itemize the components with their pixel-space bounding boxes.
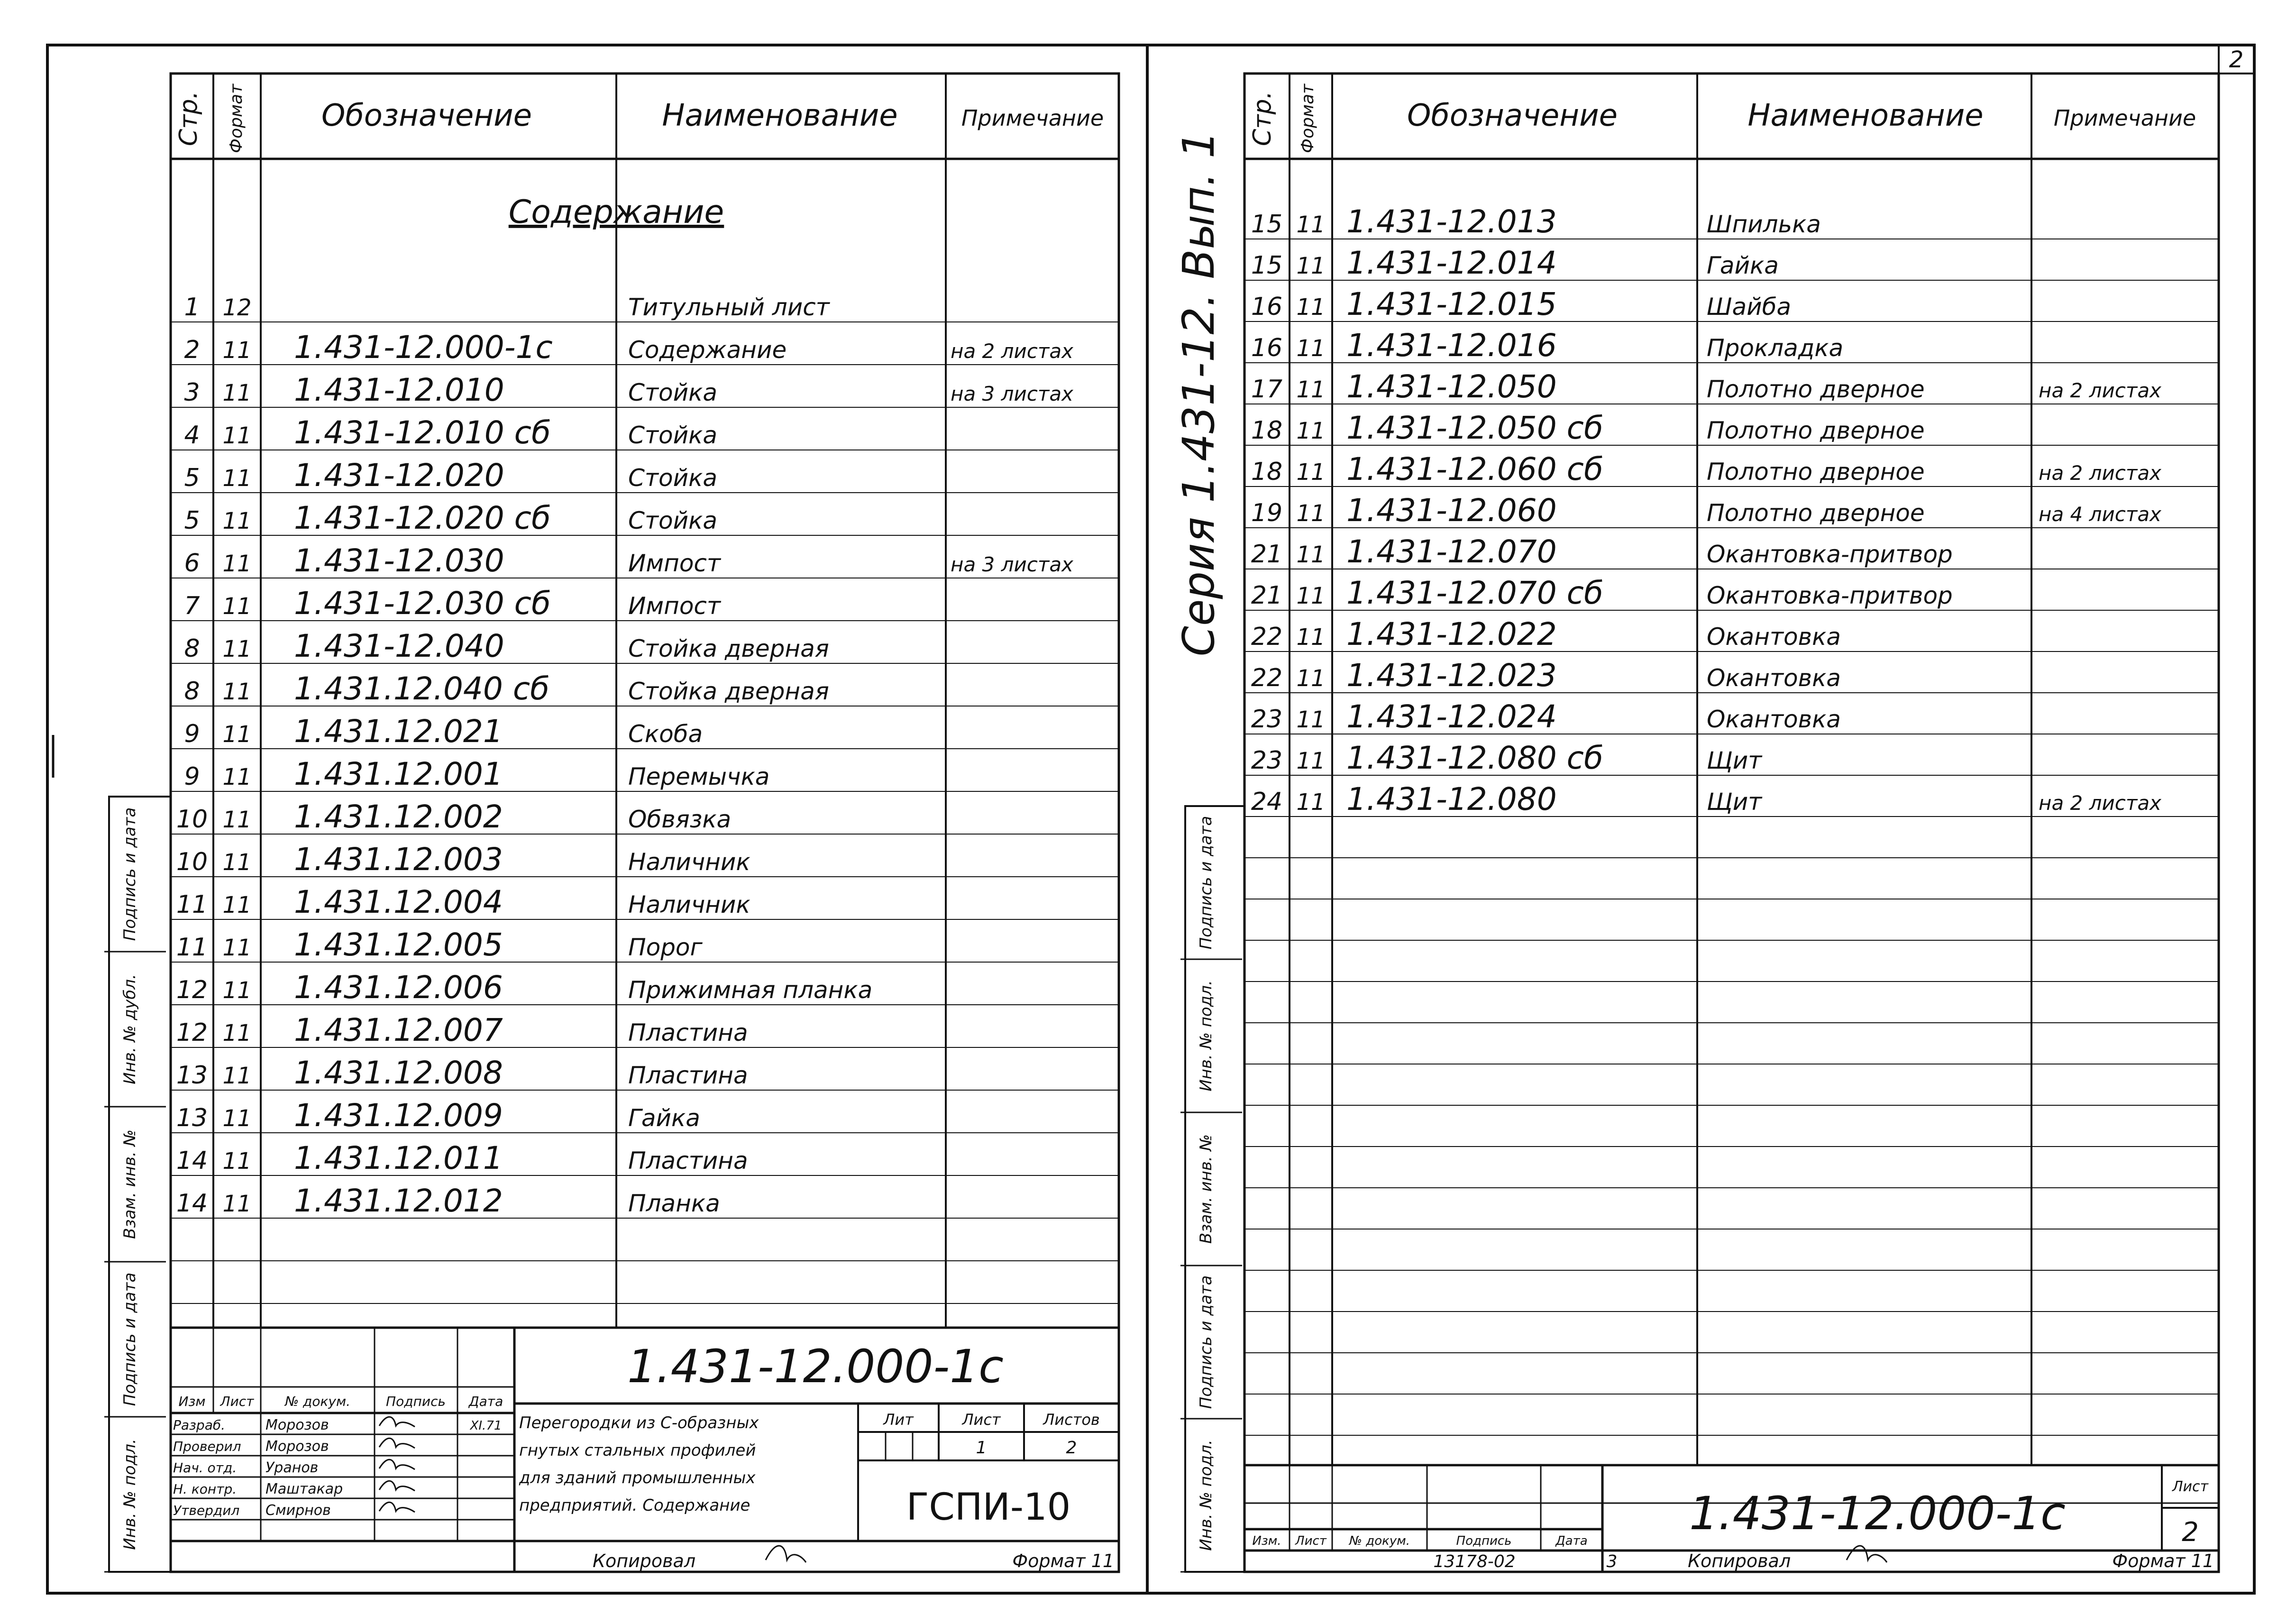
row-page: 9 bbox=[184, 762, 200, 791]
signature-mark bbox=[379, 1438, 415, 1448]
row-page: 18 bbox=[1251, 416, 1283, 445]
row-format: 11 bbox=[222, 977, 252, 1004]
right-title-designation: 1.431-12.000-1с bbox=[1689, 1487, 2066, 1540]
signer-role: Разраб. bbox=[173, 1417, 226, 1433]
row-page: 15 bbox=[1251, 210, 1283, 239]
row-name: Стойка bbox=[628, 464, 717, 492]
row-page: 4 bbox=[184, 421, 200, 450]
col-header-name-right: Наименование bbox=[1747, 98, 1984, 133]
row-designation: 1.431-12.016 bbox=[1346, 327, 1557, 364]
row-note: на 2 листах bbox=[2039, 379, 2161, 402]
row-page: 7 bbox=[184, 592, 200, 620]
row-name: Прокладка bbox=[1707, 334, 1844, 362]
row-designation: 1.431.12.003 bbox=[294, 841, 503, 878]
signer-name: Маштакар bbox=[265, 1481, 343, 1497]
row-name: Шайба bbox=[1707, 293, 1792, 321]
row-designation: 1.431.12.009 bbox=[294, 1097, 503, 1134]
row-format: 11 bbox=[222, 935, 252, 961]
row-name: Наличник bbox=[628, 848, 750, 876]
row-name: Титульный лист bbox=[628, 294, 830, 321]
sign-date: XI.71 bbox=[470, 1419, 502, 1433]
row-designation: 1.431-12.060 сб bbox=[1346, 451, 1603, 487]
col-header-note: Примечание bbox=[961, 105, 1104, 131]
row-designation: 1.431.12.012 bbox=[294, 1183, 503, 1219]
row-page: 11 bbox=[176, 933, 208, 962]
col-header-designation: Обозначение bbox=[321, 98, 532, 133]
row-format: 11 bbox=[1296, 253, 1326, 279]
row-note: на 4 листах bbox=[2039, 503, 2161, 526]
row-name: Импост bbox=[628, 592, 721, 620]
row-note: на 3 листах bbox=[951, 553, 1073, 576]
col-header-designation-right: Обозначение bbox=[1407, 98, 1618, 133]
row-name: Гайка bbox=[1707, 252, 1779, 279]
row-format: 11 bbox=[222, 465, 252, 492]
signer-name: Смирнов bbox=[265, 1502, 331, 1519]
row-format: 11 bbox=[1296, 376, 1326, 403]
tb-header-doc-no: № докум. bbox=[284, 1394, 351, 1409]
row-page: 11 bbox=[176, 890, 208, 919]
row-name: Обвязка bbox=[628, 806, 732, 833]
row-format: 11 bbox=[1296, 624, 1326, 651]
sheet-value: 1 bbox=[976, 1438, 987, 1458]
right-side-labels bbox=[1180, 816, 1242, 1572]
row-page: 23 bbox=[1251, 705, 1283, 734]
row-designation: 1.431-12.080 bbox=[1346, 781, 1557, 817]
row-page: 12 bbox=[176, 976, 208, 1004]
signer-name: Уранов bbox=[265, 1459, 319, 1476]
row-format: 11 bbox=[222, 1148, 252, 1174]
row-name: Пластина bbox=[628, 1019, 748, 1046]
row-name: Окантовка-притвор bbox=[1707, 541, 1953, 568]
row-note: на 2 листах bbox=[2039, 791, 2161, 815]
side-label: Подпись и дата bbox=[120, 807, 139, 941]
row-format: 11 bbox=[1296, 500, 1326, 527]
row-name: Наличник bbox=[628, 891, 750, 918]
sheet-header: Лист bbox=[962, 1411, 1001, 1429]
row-designation: 1.431-12.010 сб bbox=[294, 414, 551, 451]
row-page: 22 bbox=[1251, 623, 1283, 651]
description-line-1: Перегородки из С-образных bbox=[519, 1413, 759, 1432]
row-name: Стойка bbox=[628, 422, 717, 449]
right-title-block bbox=[1244, 1465, 2219, 1572]
tb-header-signature: Подпись bbox=[386, 1394, 446, 1409]
row-format: 11 bbox=[1296, 541, 1326, 568]
row-page: 12 bbox=[176, 1018, 208, 1047]
row-designation: 1.431-12.013 bbox=[1346, 203, 1557, 240]
row-format: 11 bbox=[1296, 335, 1326, 362]
row-designation: 1.431-12.020 bbox=[294, 457, 504, 494]
row-format: 11 bbox=[222, 1020, 252, 1046]
row-designation: 1.431-12.022 bbox=[1346, 616, 1557, 652]
row-format: 11 bbox=[222, 892, 252, 918]
copied-label-right: Копировал bbox=[1688, 1551, 1791, 1571]
row-format: 11 bbox=[222, 380, 252, 406]
row-page: 5 bbox=[184, 464, 200, 492]
row-designation: 1.431-12.020 сб bbox=[294, 500, 551, 536]
row-format: 11 bbox=[1296, 211, 1326, 238]
row-format: 11 bbox=[222, 1105, 252, 1132]
signature-mark bbox=[379, 1417, 415, 1427]
left-margin-strip bbox=[109, 797, 171, 1572]
row-designation: 1.431.12.004 bbox=[294, 884, 503, 920]
row-page: 1 bbox=[184, 293, 200, 321]
row-name: Стойка дверная bbox=[628, 635, 829, 662]
sheets-header: Листов bbox=[1043, 1411, 1100, 1429]
row-designation: 1.431.12.005 bbox=[294, 927, 503, 963]
row-format: 11 bbox=[222, 1063, 252, 1089]
signer-role: Нач. отд. bbox=[173, 1460, 237, 1476]
row-format: 11 bbox=[1296, 418, 1326, 444]
signature-mark bbox=[379, 1481, 415, 1491]
series-label: Серия 1.431-12. Вып. 1 bbox=[1173, 130, 1224, 657]
row-name: Щит bbox=[1707, 788, 1762, 816]
format-label-left: Формат 11 bbox=[1012, 1551, 1114, 1571]
row-format: 11 bbox=[222, 849, 252, 876]
row-format: 11 bbox=[222, 721, 252, 748]
row-designation: 1.431-12.070 сб bbox=[1346, 575, 1603, 611]
row-page: 19 bbox=[1251, 499, 1283, 527]
row-designation: 1.431-12.014 bbox=[1346, 245, 1557, 281]
row-name: Окантовка-притвор bbox=[1707, 582, 1953, 609]
row-name: Щит bbox=[1707, 747, 1762, 774]
col-header-format: Формат bbox=[227, 83, 246, 154]
row-format: 11 bbox=[222, 679, 252, 705]
row-designation: 1.431-12.050 сб bbox=[1346, 410, 1603, 446]
side-label: Инв. № подл. bbox=[1197, 980, 1216, 1092]
signature-mark bbox=[379, 1459, 415, 1469]
row-designation: 1.431-12.060 bbox=[1346, 492, 1557, 529]
row-name: Стойка дверная bbox=[628, 678, 829, 705]
signer-name: Морозов bbox=[265, 1417, 329, 1433]
row-designation: 1.431-12.030 bbox=[294, 542, 504, 579]
row-note: на 2 листах bbox=[2039, 461, 2161, 485]
row-page: 8 bbox=[184, 634, 200, 663]
row-page: 21 bbox=[1251, 581, 1283, 610]
right-sheet-value: 2 bbox=[2182, 1517, 2199, 1548]
row-page: 24 bbox=[1251, 788, 1283, 816]
row-page: 14 bbox=[176, 1189, 208, 1218]
title-block-signers bbox=[173, 1417, 415, 1519]
row-format: 11 bbox=[222, 337, 252, 364]
row-designation: 1.431-12.015 bbox=[1346, 286, 1557, 322]
row-page: 8 bbox=[184, 677, 200, 706]
row-name: Скоба bbox=[628, 720, 703, 748]
row-format: 11 bbox=[1296, 294, 1326, 321]
row-page: 21 bbox=[1251, 540, 1283, 569]
row-page: 5 bbox=[184, 506, 200, 535]
row-name: Порог bbox=[628, 934, 703, 961]
row-designation: 1.431.12.011 bbox=[294, 1140, 503, 1176]
format-label-right: Формат 11 bbox=[2112, 1551, 2214, 1571]
row-name: Стойка bbox=[628, 507, 717, 534]
row-name: Импост bbox=[628, 550, 721, 577]
row-designation: 1.431-12.070 bbox=[1346, 533, 1557, 570]
row-name: Окантовка bbox=[1707, 623, 1841, 651]
row-designation: 1.431-12.080 сб bbox=[1346, 740, 1603, 776]
row-name: Перемычка bbox=[628, 763, 770, 790]
rtb-header-change: Изм. bbox=[1252, 1534, 1281, 1548]
copied-label-left: Копировал bbox=[593, 1551, 696, 1571]
row-page: 16 bbox=[1251, 334, 1283, 362]
row-format: 11 bbox=[222, 764, 252, 790]
row-designation: 1.431-12.024 bbox=[1346, 698, 1557, 735]
stage-header: Лит bbox=[883, 1411, 914, 1429]
row-page: 10 bbox=[176, 805, 208, 834]
row-designation: 1.431-12.030 сб bbox=[294, 585, 551, 622]
side-label: Инв. № подл. bbox=[1197, 1440, 1216, 1551]
row-format: 11 bbox=[1296, 583, 1326, 609]
side-label: Инв. № дубл. bbox=[120, 974, 139, 1084]
row-name: Полотно дверное bbox=[1707, 499, 1925, 527]
row-name: Окантовка bbox=[1707, 664, 1841, 692]
row-format: 11 bbox=[222, 807, 252, 833]
row-format: 11 bbox=[222, 551, 252, 577]
rtb-header-doc-no: № докум. bbox=[1349, 1534, 1410, 1548]
side-label: Подпись и дата bbox=[1197, 816, 1216, 950]
row-designation: 1.431.12.040 сб bbox=[294, 670, 549, 707]
sheet-number: 2 bbox=[2229, 46, 2244, 73]
row-note: на 3 листах bbox=[951, 382, 1073, 405]
rtb-header-sheet: Лист bbox=[1295, 1534, 1326, 1548]
signer-name: Морозов bbox=[265, 1438, 329, 1455]
row-page: 14 bbox=[176, 1147, 208, 1175]
row-name: Содержание bbox=[628, 336, 787, 364]
row-designation: 1.431.12.007 bbox=[294, 1012, 503, 1048]
row-designation: 1.431.12.021 bbox=[294, 713, 503, 750]
row-page: 23 bbox=[1251, 746, 1283, 775]
copier-signature-right bbox=[1847, 1546, 1887, 1562]
col-header-note-right: Примечание bbox=[2053, 105, 2196, 131]
row-page: 9 bbox=[184, 720, 200, 748]
col-header-format-right: Формат bbox=[1298, 83, 1317, 154]
row-format: 11 bbox=[1296, 789, 1326, 816]
row-page: 3 bbox=[184, 378, 200, 407]
row-page: 13 bbox=[176, 1061, 208, 1090]
side-label: Подпись и дата bbox=[120, 1272, 139, 1406]
row-name: Шпилька bbox=[1707, 211, 1821, 238]
row-designation: 1.431.12.001 bbox=[294, 756, 503, 792]
col-header-name: Наименование bbox=[662, 98, 898, 133]
row-format: 11 bbox=[1296, 706, 1326, 733]
order-number: 13178-02 bbox=[1433, 1552, 1516, 1571]
row-name: Гайка bbox=[628, 1104, 700, 1132]
row-page: 18 bbox=[1251, 458, 1283, 486]
row-name: Окантовка bbox=[1707, 706, 1841, 733]
row-format: 11 bbox=[222, 593, 252, 620]
rtb-header-signature: Подпись bbox=[1456, 1534, 1512, 1548]
row-name: Прижимная планка bbox=[628, 976, 873, 1004]
row-page: 17 bbox=[1251, 375, 1283, 404]
right-page bbox=[1180, 73, 2219, 1572]
description-line-4: предприятий. Содержание bbox=[519, 1496, 750, 1515]
row-page: 6 bbox=[184, 549, 200, 578]
row-designation: 1.431-12.050 bbox=[1346, 368, 1557, 405]
row-name: Планка bbox=[628, 1190, 720, 1217]
row-page: 13 bbox=[176, 1104, 208, 1132]
left-title-block bbox=[171, 1328, 1119, 1572]
description-line-3: для зданий промышленных bbox=[519, 1468, 756, 1487]
row-format: 11 bbox=[222, 1191, 252, 1217]
row-designation: 1.431-12.010 bbox=[294, 372, 504, 408]
row-name: Стойка bbox=[628, 379, 717, 406]
row-page: 15 bbox=[1251, 251, 1283, 280]
signer-role: Н. контр. bbox=[173, 1481, 237, 1497]
row-designation: 1.431-12.023 bbox=[1346, 657, 1557, 694]
side-label: Подпись и дата bbox=[1197, 1275, 1216, 1409]
row-format: 11 bbox=[1296, 748, 1326, 774]
col-header-page-right: Стр. bbox=[1248, 91, 1277, 147]
row-name: Полотно дверное bbox=[1707, 417, 1925, 444]
left-side-labels bbox=[104, 807, 166, 1572]
row-format: 12 bbox=[222, 294, 252, 321]
row-format: 11 bbox=[1296, 459, 1326, 486]
side-label: Инв. № подл. bbox=[120, 1439, 139, 1550]
row-format: 11 bbox=[1296, 665, 1326, 692]
row-name: Пластина bbox=[628, 1062, 748, 1089]
row-format: 11 bbox=[222, 508, 252, 534]
tb-header-sheet: Лист bbox=[220, 1394, 254, 1409]
description-line-2: гнутых стальных профилей bbox=[519, 1441, 756, 1460]
signer-role: Утвердил bbox=[173, 1503, 240, 1518]
signer-role: Проверил bbox=[173, 1439, 241, 1454]
row-page: 16 bbox=[1251, 293, 1283, 321]
tb-header-change: Изм bbox=[178, 1394, 206, 1409]
left-title-designation: 1.431-12.000-1с bbox=[627, 1340, 1004, 1393]
side-label: Взам. инв. № bbox=[1197, 1134, 1216, 1244]
right-sheet-header: Лист bbox=[2172, 1478, 2209, 1495]
sheets-value: 2 bbox=[1066, 1438, 1077, 1458]
row-page: 2 bbox=[184, 336, 200, 364]
section-title: Содержание bbox=[508, 193, 724, 231]
row-designation: 1.431-12.040 bbox=[294, 628, 504, 664]
left-table-rows bbox=[171, 293, 1119, 1303]
signature-mark bbox=[379, 1502, 415, 1512]
tb-header-date: Дата bbox=[468, 1394, 503, 1409]
right-table-rows bbox=[1244, 203, 2219, 1435]
row-format: 11 bbox=[222, 636, 252, 662]
row-designation: 1.431.12.006 bbox=[294, 969, 503, 1006]
row-page: 22 bbox=[1251, 664, 1283, 692]
row-page: 10 bbox=[176, 848, 208, 876]
row-designation: 1.431.12.002 bbox=[294, 798, 503, 835]
side-label: Взам. инв. № bbox=[120, 1129, 139, 1239]
col-header-page: Стр. bbox=[174, 91, 203, 147]
row-name: Полотно дверное bbox=[1707, 376, 1925, 403]
copier-signature-left bbox=[766, 1546, 806, 1562]
copy-number: 3 bbox=[1606, 1552, 1618, 1571]
row-note: на 2 листах bbox=[951, 339, 1073, 363]
organization-name: ГСПИ-10 bbox=[906, 1486, 1071, 1529]
rtb-header-date: Дата bbox=[1555, 1534, 1588, 1548]
row-format: 11 bbox=[222, 422, 252, 449]
row-designation: 1.431-12.000-1с bbox=[294, 329, 553, 366]
left-page bbox=[104, 73, 1119, 1572]
row-name: Полотно дверное bbox=[1707, 458, 1925, 486]
row-designation: 1.431.12.008 bbox=[294, 1055, 503, 1091]
row-name: Пластина bbox=[628, 1147, 748, 1174]
